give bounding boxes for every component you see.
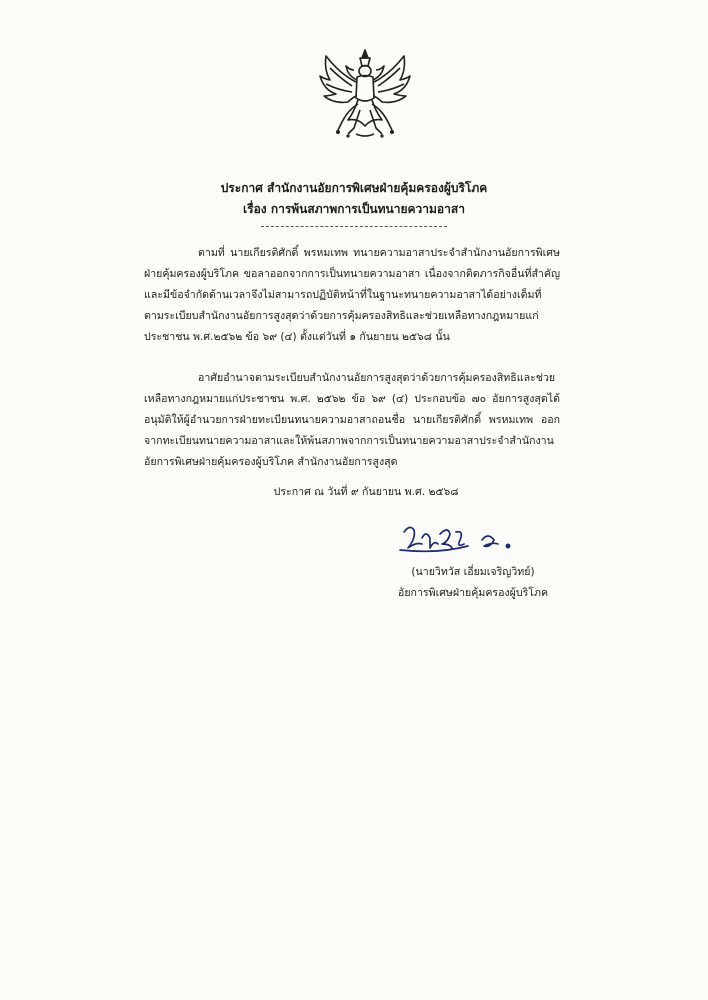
- announcement-heading: [0, 178, 708, 220]
- heading-title: ประกาศ สำนักงานอัยการพิเศษฝ่ายคุ้มครองผู้บริโภค: [220, 181, 488, 195]
- handwritten-signature: [398, 518, 526, 562]
- body-paragraph-2: อาศัยอำนาจตามระเบียบสำนักงานอัยการสูงสุดว่าด้วยการคุ้มครองสิทธิและช่วยเหลือทางกฎหมายแก่ประชาชน พ.ศ. ๒๕๖๒ ข้อ ๖๙ (๔) ประกอบข้อ ๗๐ อัยการสูงสุดได้อนุมัติให้ผู้อำนวยการฝ่ายทะเบียนทนายความอาสาถอนชื่อ นายเกียรติศักดิ์ พรหมเทพ ออกจากทะเบียนทนายความอาสาและให้พ้นสภาพจากการเป็นทนายความอาสาประจำสำนักงานอัยการพิเศษฝ่ายคุ้มครองผู้บริโภค สำนักงานอัยการสูงสุด: [144, 372, 560, 468]
- body-paragraph-1: ตามที่ นายเกียรติศักดิ์ พรหมเทพ ทนายความอาสาประจำสำนักงานอัยการพิเศษฝ่ายคุ้มครองผู้บริโภค ขอลาออกจากการเป็นทนายความอาสา เนื่องจากติดภารกิจอื่นที่สำคัญ และมีข้อจำกัดด้านเวลาจึงไม่สามารถปฏิบัติหน้าที่ในฐานะทนายความอาสาได้อย่างเต็มที่ ตามระเบียบสำนักงานอัยการสูงสุดว่าด้วยการคุ้มครองสิทธิและช่วยเหลือทางกฎหมายแก่ประชาชน พ.ศ.๒๕๖๒ ข้อ ๖๙ (๔) ตั้งแต่วันที่ ๑ กันยายน ๒๕๖๘ นั้น: [144, 247, 560, 343]
- signatory-name: (นายวิทวัส เอี่ยมเจริญวิทย์): [411, 566, 535, 578]
- garuda-emblem-icon: [318, 48, 412, 140]
- signatory-position: อัยการพิเศษฝ่ายคุ้มครองผู้บริโภค: [397, 587, 549, 599]
- heading-divider: [261, 226, 447, 227]
- heading-subject: เรื่อง การพ้นสภาพการเป็นทนายความอาสา: [243, 202, 465, 216]
- announcement-date: ประกาศ ณ วันที่ ๙ กันยายน พ.ศ. ๒๕๖๘: [273, 486, 459, 498]
